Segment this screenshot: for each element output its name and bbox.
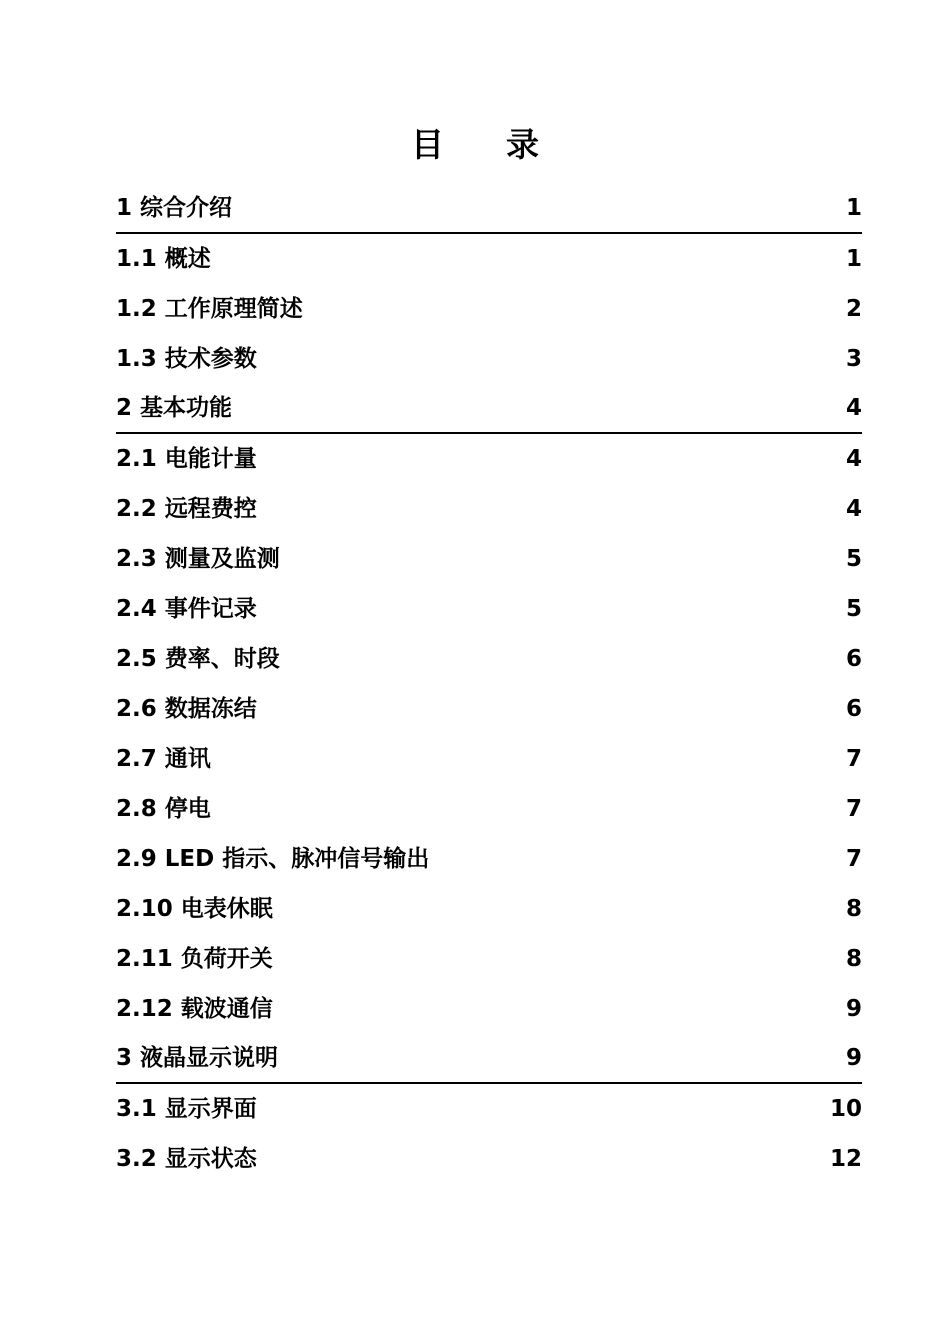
toc-title-char-2: 录 — [506, 125, 539, 164]
toc-entry-label: 1.2 工作原理简述 — [116, 296, 303, 322]
toc-entry-2-1[interactable] — [116, 434, 862, 484]
toc-entry-page-number: 2 — [845, 296, 862, 322]
toc-title-char-1: 目 — [411, 125, 444, 164]
toc-entry-label: 2.5 费率、时段 — [116, 646, 280, 672]
toc-entry-page-number: 4 — [845, 446, 862, 472]
toc-entry-2-4[interactable] — [116, 584, 862, 634]
toc-entry-label: 2.9 LED 指示、脉冲信号输出 — [116, 846, 430, 872]
toc-entry-page-number: 8 — [845, 946, 862, 972]
toc-entry-label: 2.2 远程费控 — [116, 496, 257, 522]
toc-entry-label: 1.1 概述 — [116, 246, 211, 272]
toc-entry-page-number: 7 — [845, 796, 862, 822]
toc-entry-page-number: 10 — [829, 1096, 862, 1122]
toc-entry-label: 1.3 技术参数 — [116, 346, 257, 372]
toc-entry-page-number: 6 — [845, 646, 862, 672]
toc-entry-page-number: 7 — [845, 746, 862, 772]
toc-entry-3-2[interactable] — [116, 1134, 862, 1184]
toc-entry-2-12[interactable] — [116, 984, 862, 1034]
toc-entry-page-number: 1 — [845, 246, 862, 272]
toc-entry-chapter-1[interactable] — [116, 184, 862, 234]
toc-entry-label: 3.1 显示界面 — [116, 1096, 257, 1122]
toc-entry-page-number: 8 — [845, 896, 862, 922]
toc-entry-page-number: 9 — [845, 1045, 862, 1071]
toc-entry-chapter-2[interactable] — [116, 384, 862, 434]
toc-entry-2-3[interactable] — [116, 534, 862, 584]
toc-entry-2-6[interactable] — [116, 684, 862, 734]
toc-entry-label: 2.4 事件记录 — [116, 596, 257, 622]
toc-entry-2-9[interactable] — [116, 834, 862, 884]
toc-entry-1-2[interactable] — [116, 284, 862, 334]
toc-entry-label: 1 综合介绍 — [116, 195, 233, 221]
toc-entry-label: 2.10 电表休眠 — [116, 896, 273, 922]
toc-entry-label: 2.12 载波通信 — [116, 996, 273, 1022]
toc-entry-page-number: 3 — [845, 346, 862, 372]
toc-entry-chapter-3[interactable] — [116, 1034, 862, 1084]
toc-entry-page-number: 5 — [845, 546, 862, 572]
toc-entry-label: 2.11 负荷开关 — [116, 946, 273, 972]
toc-entry-page-number: 4 — [845, 496, 862, 522]
toc-entry-2-2[interactable] — [116, 484, 862, 534]
toc-entry-page-number: 12 — [829, 1146, 862, 1172]
toc-entry-page-number: 6 — [845, 696, 862, 722]
toc-entry-2-5[interactable] — [116, 634, 862, 684]
toc-entry-label: 3.2 显示状态 — [116, 1146, 257, 1172]
toc-entry-2-8[interactable] — [116, 784, 862, 834]
toc-entry-3-1[interactable] — [116, 1084, 862, 1134]
toc-entry-label: 2 基本功能 — [116, 395, 233, 421]
toc-entry-2-7[interactable] — [116, 734, 862, 784]
toc-entry-label: 3 液晶显示说明 — [116, 1045, 279, 1071]
toc-entry-2-10[interactable] — [116, 884, 862, 934]
toc-entry-page-number: 4 — [845, 395, 862, 421]
toc-entry-label: 2.8 停电 — [116, 796, 211, 822]
toc-entry-2-11[interactable] — [116, 934, 862, 984]
toc-entry-page-number: 5 — [845, 596, 862, 622]
toc-list — [116, 184, 862, 1184]
toc-entry-label: 2.3 测量及监测 — [116, 546, 280, 572]
toc-entry-label: 2.1 电能计量 — [116, 446, 257, 472]
toc-entry-page-number: 7 — [845, 846, 862, 872]
toc-entry-label: 2.6 数据冻结 — [116, 696, 257, 722]
toc-entry-page-number: 1 — [845, 195, 862, 221]
toc-entry-label: 2.7 通讯 — [116, 746, 211, 772]
toc-entry-page-number: 9 — [845, 996, 862, 1022]
toc-entry-1-3[interactable] — [116, 334, 862, 384]
toc-title — [0, 122, 950, 168]
toc-entry-1-1[interactable] — [116, 234, 862, 284]
